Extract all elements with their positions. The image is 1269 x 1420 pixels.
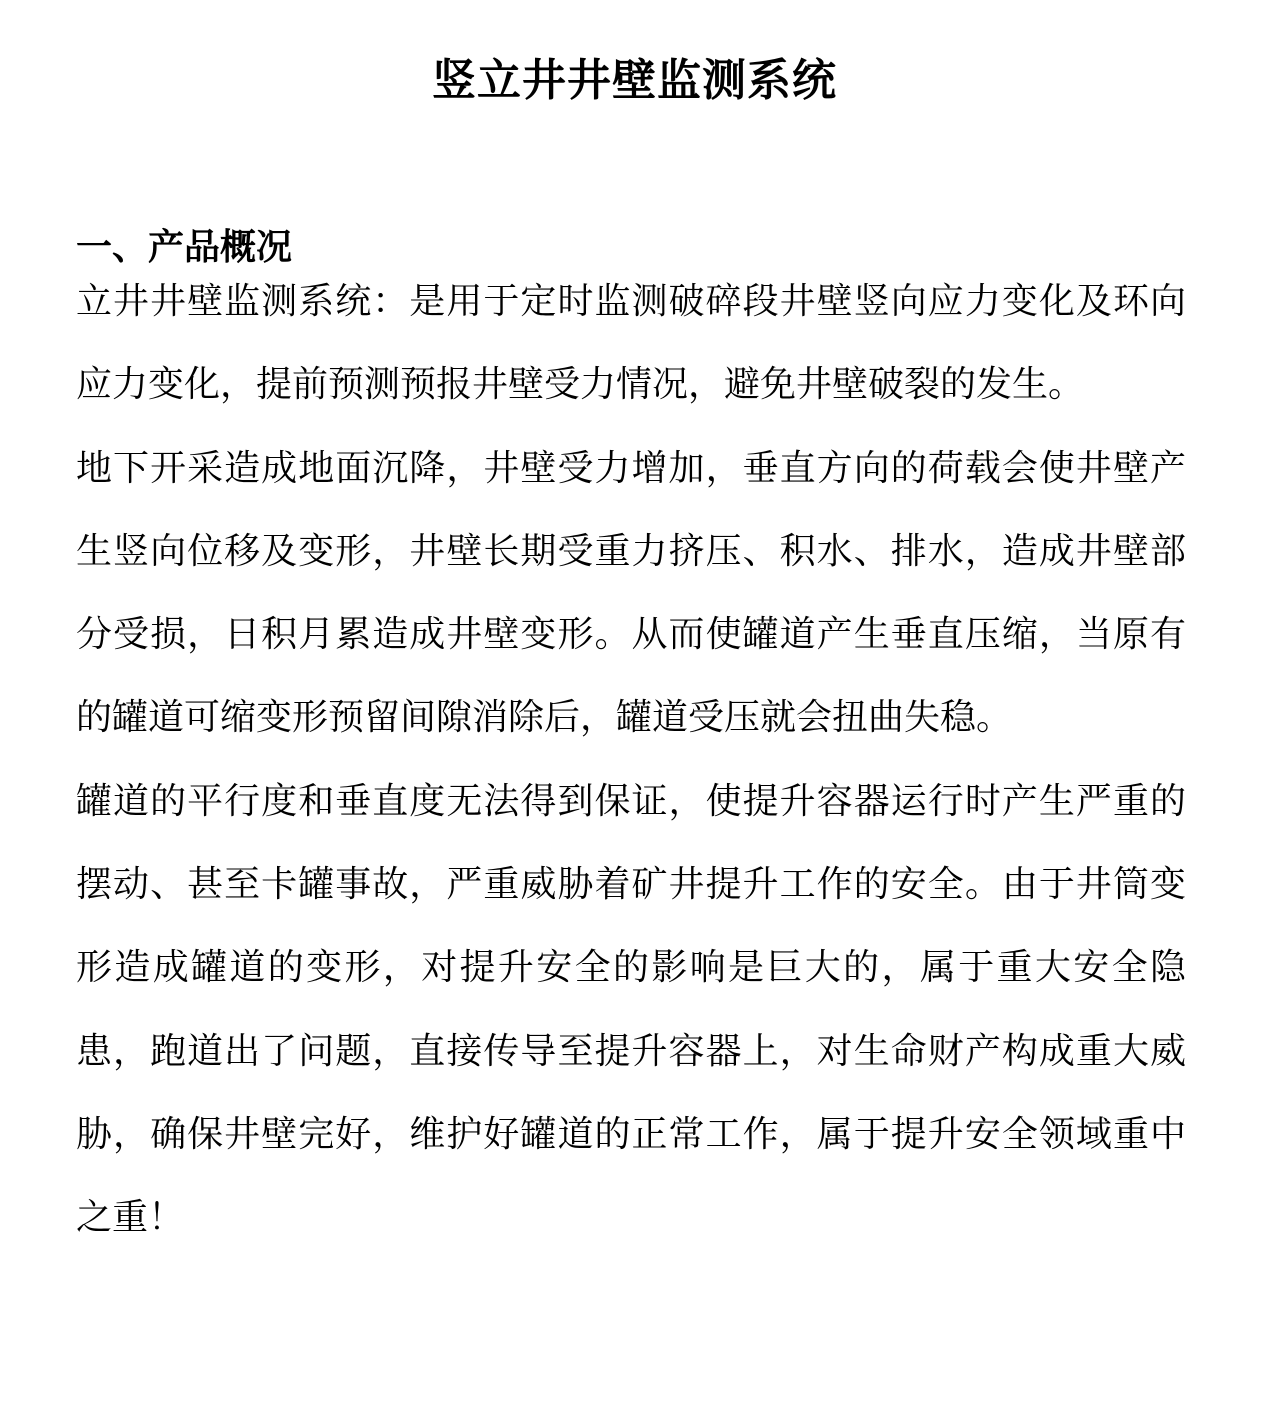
section-heading: 一、产品概况 bbox=[76, 226, 293, 268]
paragraph-overview: 立井井壁监测系统：是用于定时监测破碎段井壁竖向应力变化及环向应力变化，提前预测预报井壁受力情况，避免井壁破裂的发生。 bbox=[76, 281, 1186, 406]
paragraph-subsidence: 地下开采造成地面沉降，井壁受力增加，垂直方向的荷载会使井壁产生竖向位移及变形，井壁长期受重力挤压、积水、排水，造成井壁部分受损，日积月累造成井壁变形。从而使罐道产生垂直压缩，当原有的罐道可缩变形预留间隙消除后，罐道受压就会扭曲失稳。 bbox=[76, 447, 1186, 739]
document-title: 竖立井井壁监测系统 bbox=[432, 55, 837, 107]
section-body bbox=[76, 260, 1186, 1260]
paragraph-safety: 罐道的平行度和垂直度无法得到保证，使提升容器运行时产生严重的摆动、甚至卡罐事故，严重威胁着矿井提升工作的安全。由于井筒变形造成罐道的变形，对提升安全的影响是巨大的，属于重大安全隐患，跑道出了问题，直接传导至提升容器上，对生命财产构成重大威胁，确保井壁完好，维护好罐道的正常工作，属于提升安全领域重中之重！ bbox=[76, 780, 1186, 1239]
